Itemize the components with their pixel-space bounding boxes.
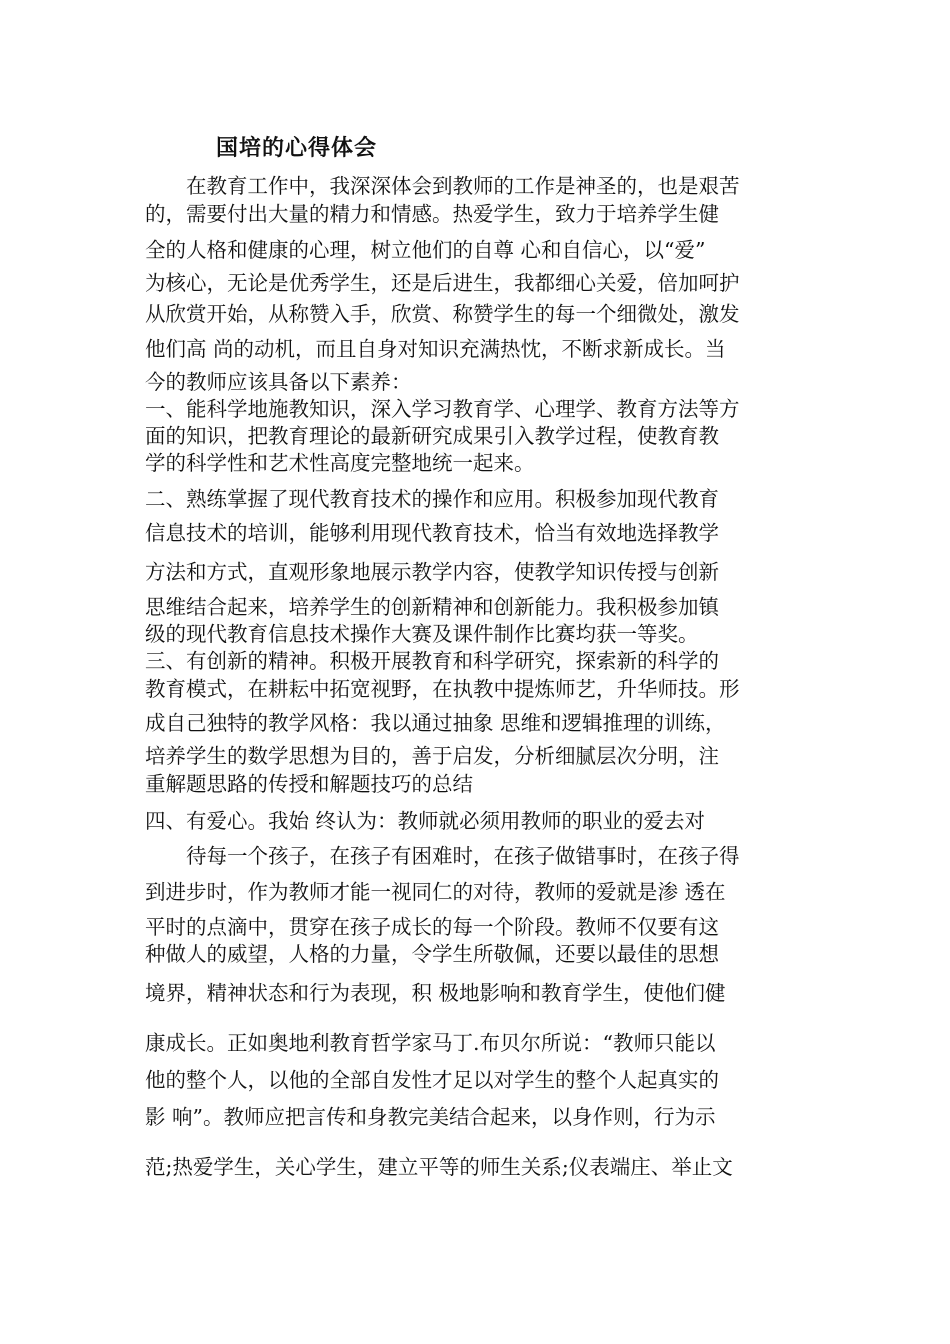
text-line: 面的知识，把教育理论的最新研究成果引入教学过程，使教育教 xyxy=(145,424,719,448)
text-line: 信息技术的培训，能够利用现代教育技术，恰当有效地选择教学 xyxy=(145,521,719,545)
text-line: 培养学生的数学思想为目的，善于启发，分析细腻层次分明，注 xyxy=(145,744,719,768)
text-line: 学的科学性和艺术性高度完整地统一起来。 xyxy=(145,451,535,475)
text-line: 方法和方式，直观形象地展示教学内容，使教学知识传授与创新 xyxy=(145,560,719,584)
text-line: 影 响”。教师应把言传和身教完美结合起来，以身作则，行为示 xyxy=(145,1105,716,1129)
text-line: 境界，精神状态和行为表现，积 极地影响和教育学生，使他们健 xyxy=(145,981,726,1005)
text-line: 平时的点滴中，贯穿在孩子成长的每一个阶段。教师不仅要有这 xyxy=(145,915,719,939)
text-line: 他的整个人，以他的全部自发性才足以对学生的整个人起真实的 xyxy=(145,1068,719,1092)
text-line: 重解题思路的传授和解题技巧的总结 xyxy=(145,772,473,796)
text-line: 的，需要付出大量的精力和情感。热爱学生，致力于培养学生健 xyxy=(145,202,719,226)
document-title: 国培的心得体会 xyxy=(216,135,378,161)
text-line: 级的现代教育信息技术操作大赛及课件制作比赛均获一等奖。 xyxy=(145,622,699,646)
text-line: 二、熟练掌握了现代教育技术的操作和应用。积极参加现代教育 xyxy=(145,487,719,511)
text-line: 今的教师应该具备以下素养： xyxy=(145,370,412,394)
text-line: 到进步时，作为教师才能一视同仁的对待，教师的爱就是渗 透在 xyxy=(145,880,726,904)
text-line: 从欣赏开始，从称赞入手，欣赏、称赞学生的每一个细微处，激发 xyxy=(145,302,740,326)
text-line: 思维结合起来，培养学生的创新精神和创新能力。我积极参加镇 xyxy=(145,595,719,619)
text-line: 在教育工作中，我深深体会到教师的工作是神圣的，也是艰苦 xyxy=(145,174,740,198)
text-line: 全的人格和健康的心理，树立他们的自尊 心和自信心，以“爱” xyxy=(145,238,706,262)
text-line: 范;热爱学生，关心学生，建立平等的师生关系;仪表端庄、举止文 xyxy=(145,1155,733,1179)
text-line: 成自己独特的教学风格：我以通过抽象 思维和逻辑推理的训练， xyxy=(145,711,726,735)
text-line: 种做人的威望，人格的力量，令学生所敬佩，还要以最佳的思想 xyxy=(145,942,719,966)
text-line: 一、能科学地施教知识，深入学习教育学、心理学、教育方法等方 xyxy=(145,397,740,421)
text-line: 三、有创新的精神。积极开展教育和科学研究，探索新的科学的 xyxy=(145,649,719,673)
text-line: 四、有爱心。我始 终认为：教师就必须用教师的职业的爱去对 xyxy=(145,809,706,833)
text-line: 待每一个孩子，在孩子有困难时，在孩子做错事时，在孩子得 xyxy=(145,844,740,868)
text-line: 为核心，无论是优秀学生，还是后进生，我都细心关爱，倍加呵护 xyxy=(145,271,740,295)
text-line: 他们高 尚的动机，而且自身对知识充满热忱，不断求新成长。当 xyxy=(145,337,726,361)
text-line: 教育模式，在耕耘中拓宽视野，在执教中提炼师艺，升华师技。形 xyxy=(145,677,740,701)
text-line: 康成长。正如奥地利教育哲学家马丁.布贝尔所说：“教师只能以 xyxy=(145,1031,716,1055)
